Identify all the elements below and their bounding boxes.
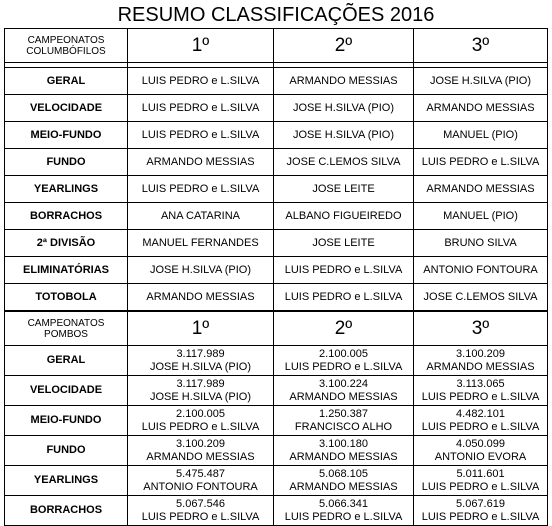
table-row	[5, 95, 548, 122]
fancier-name: LUIS PEDRO e L.SILVA	[421, 480, 540, 493]
ring-score: 4.482.101	[456, 407, 505, 420]
ring-score: 5.068.105	[319, 467, 368, 480]
table-row	[5, 257, 548, 284]
first-place-cell: JOSE H.SILVA (PIO)	[128, 257, 274, 284]
ring-score: 4.050.099	[456, 437, 505, 450]
ring-score: 5.066.341	[319, 497, 368, 510]
position-2-header: 2º	[274, 311, 414, 346]
first-place-cell	[128, 406, 274, 436]
table-row	[5, 346, 548, 376]
category-label: FUNDO	[5, 149, 128, 176]
third-place-cell: MANUEL (PIO)	[414, 203, 548, 230]
ring-score: 2.100.005	[319, 347, 368, 360]
table-row	[5, 496, 548, 526]
ring-score: 2.100.005	[176, 407, 225, 420]
first-place-cell: ARMANDO MESSIAS	[128, 149, 274, 176]
fancier-name: JOSE H.SILVA (PIO)	[149, 360, 252, 373]
second-place-cell	[274, 496, 414, 526]
ring-score: 3.100.224	[319, 377, 368, 390]
second-place-cell: JOSE H.SILVA (PIO)	[274, 95, 414, 122]
third-place-cell	[414, 406, 548, 436]
fancier-name: LUIS PEDRO e L.SILVA	[141, 510, 260, 523]
position-2-header: 2º	[274, 29, 414, 63]
second-place-cell	[274, 346, 414, 376]
section1-label: CAMPEONATOS COLUMBÓFILOS	[5, 29, 128, 63]
table-row	[5, 68, 548, 95]
category-label: 2ª DIVISÃO	[5, 230, 128, 257]
first-place-cell: LUIS PEDRO e L.SILVA	[128, 122, 274, 149]
classification-table	[4, 28, 548, 526]
first-place-cell	[128, 376, 274, 406]
category-label: YEARLINGS	[5, 466, 128, 496]
ring-score: 1.250.387	[319, 407, 368, 420]
ring-score: 5.067.619	[456, 497, 505, 510]
second-place-cell	[274, 436, 414, 466]
position-1-header: 1º	[128, 311, 274, 346]
table-row	[5, 436, 548, 466]
third-place-cell	[414, 436, 548, 466]
second-place-cell: LUIS PEDRO e L.SILVA	[274, 257, 414, 284]
section2-label: CAMPEONATOS POMBOS	[5, 311, 128, 346]
fancier-name: JOSE H.SILVA (PIO)	[149, 390, 252, 403]
first-place-cell: ARMANDO MESSIAS	[128, 284, 274, 312]
category-label: ELIMINATÓRIAS	[5, 257, 128, 284]
category-label: TOTOBOLA	[5, 284, 128, 312]
position-3-header: 3º	[414, 29, 548, 63]
first-place-cell: LUIS PEDRO e L.SILVA	[128, 176, 274, 203]
third-place-cell	[414, 346, 548, 376]
ring-score: 3.117.989	[176, 347, 225, 360]
category-label: BORRACHOS	[5, 203, 128, 230]
third-place-cell	[414, 376, 548, 406]
second-place-cell: ARMANDO MESSIAS	[274, 68, 414, 95]
table-row	[5, 230, 548, 257]
ring-score: 5.475.487	[176, 467, 225, 480]
ring-score: 3.100.209	[456, 347, 505, 360]
third-place-cell: LUIS PEDRO e L.SILVA	[414, 149, 548, 176]
ring-score: 3.117.989	[176, 377, 225, 390]
sheet-title: RESUMO CLASSIFICAÇÕES 2016	[117, 4, 435, 26]
third-place-cell: MANUEL (PIO)	[414, 122, 548, 149]
fancier-name: LUIS PEDRO e L.SILVA	[421, 420, 540, 433]
second-place-cell: LUIS PEDRO e L.SILVA	[274, 284, 414, 312]
second-place-cell: JOSE C.LEMOS SILVA	[274, 149, 414, 176]
fancier-name: ARMANDO MESSIAS	[289, 450, 398, 463]
fancier-name: ARMANDO MESSIAS	[289, 480, 398, 493]
table-row	[5, 284, 548, 312]
table-row	[5, 406, 548, 436]
section1-header-row	[5, 29, 548, 63]
section2-header-row	[5, 311, 548, 346]
fancier-name: LUIS PEDRO e L.SILVA	[284, 360, 403, 373]
fancier-name: LUIS PEDRO e L.SILVA	[421, 390, 540, 403]
category-label: MEIO-FUNDO	[5, 122, 128, 149]
third-place-cell: ARMANDO MESSIAS	[414, 95, 548, 122]
second-place-cell: ALBANO FIGUEIREDO	[274, 203, 414, 230]
fancier-name: ARMANDO MESSIAS	[426, 360, 535, 373]
first-place-cell: LUIS PEDRO e L.SILVA	[128, 95, 274, 122]
table-row	[5, 176, 548, 203]
category-label: BORRACHOS	[5, 496, 128, 526]
ring-score: 3.113.065	[456, 377, 505, 390]
fancier-name: LUIS PEDRO e L.SILVA	[421, 510, 540, 523]
first-place-cell	[128, 466, 274, 496]
second-place-cell: JOSE LEITE	[274, 176, 414, 203]
first-place-cell: MANUEL FERNANDES	[128, 230, 274, 257]
second-place-cell	[274, 376, 414, 406]
category-label: VELOCIDADE	[5, 376, 128, 406]
first-place-cell	[128, 496, 274, 526]
position-1-header: 1º	[128, 29, 274, 63]
table-row	[5, 122, 548, 149]
third-place-cell: JOSE H.SILVA (PIO)	[414, 68, 548, 95]
second-place-cell: JOSE LEITE	[274, 230, 414, 257]
third-place-cell: ARMANDO MESSIAS	[414, 176, 548, 203]
first-place-cell	[128, 436, 274, 466]
third-place-cell: JOSE C.LEMOS SILVA	[414, 284, 548, 312]
table-row	[5, 376, 548, 406]
fancier-name: FRANCISCO ALHO	[294, 420, 393, 433]
ring-score: 5.067.546	[176, 497, 225, 510]
table-row	[5, 203, 548, 230]
category-label: MEIO-FUNDO	[5, 406, 128, 436]
third-place-cell	[414, 496, 548, 526]
category-label: VELOCIDADE	[5, 95, 128, 122]
fancier-name: LUIS PEDRO e L.SILVA	[141, 420, 260, 433]
ring-score: 3.100.209	[176, 437, 225, 450]
second-place-cell	[274, 406, 414, 436]
second-place-cell: JOSE H.SILVA (PIO)	[274, 122, 414, 149]
fancier-name: ANTONIO FONTOURA	[143, 480, 258, 493]
position-3-header: 3º	[414, 311, 548, 346]
category-label: GERAL	[5, 68, 128, 95]
table-row	[5, 466, 548, 496]
first-place-cell: LUIS PEDRO e L.SILVA	[128, 68, 274, 95]
category-label: GERAL	[5, 346, 128, 376]
fancier-name: ARMANDO MESSIAS	[146, 450, 255, 463]
third-place-cell: ANTONIO FONTOURA	[414, 257, 548, 284]
ring-score: 5.011.601	[456, 467, 505, 480]
first-place-cell: ANA CATARINA	[128, 203, 274, 230]
third-place-cell	[414, 466, 548, 496]
category-label: YEARLINGS	[5, 176, 128, 203]
category-label: FUNDO	[5, 436, 128, 466]
table-row	[5, 149, 548, 176]
fancier-name: ARMANDO MESSIAS	[289, 390, 398, 403]
fancier-name: LUIS PEDRO e L.SILVA	[284, 510, 403, 523]
fancier-name: ANTONIO EVORA	[434, 450, 527, 463]
first-place-cell	[128, 346, 274, 376]
second-place-cell	[274, 466, 414, 496]
ring-score: 3.100.180	[319, 437, 368, 450]
third-place-cell: BRUNO SILVA	[414, 230, 548, 257]
